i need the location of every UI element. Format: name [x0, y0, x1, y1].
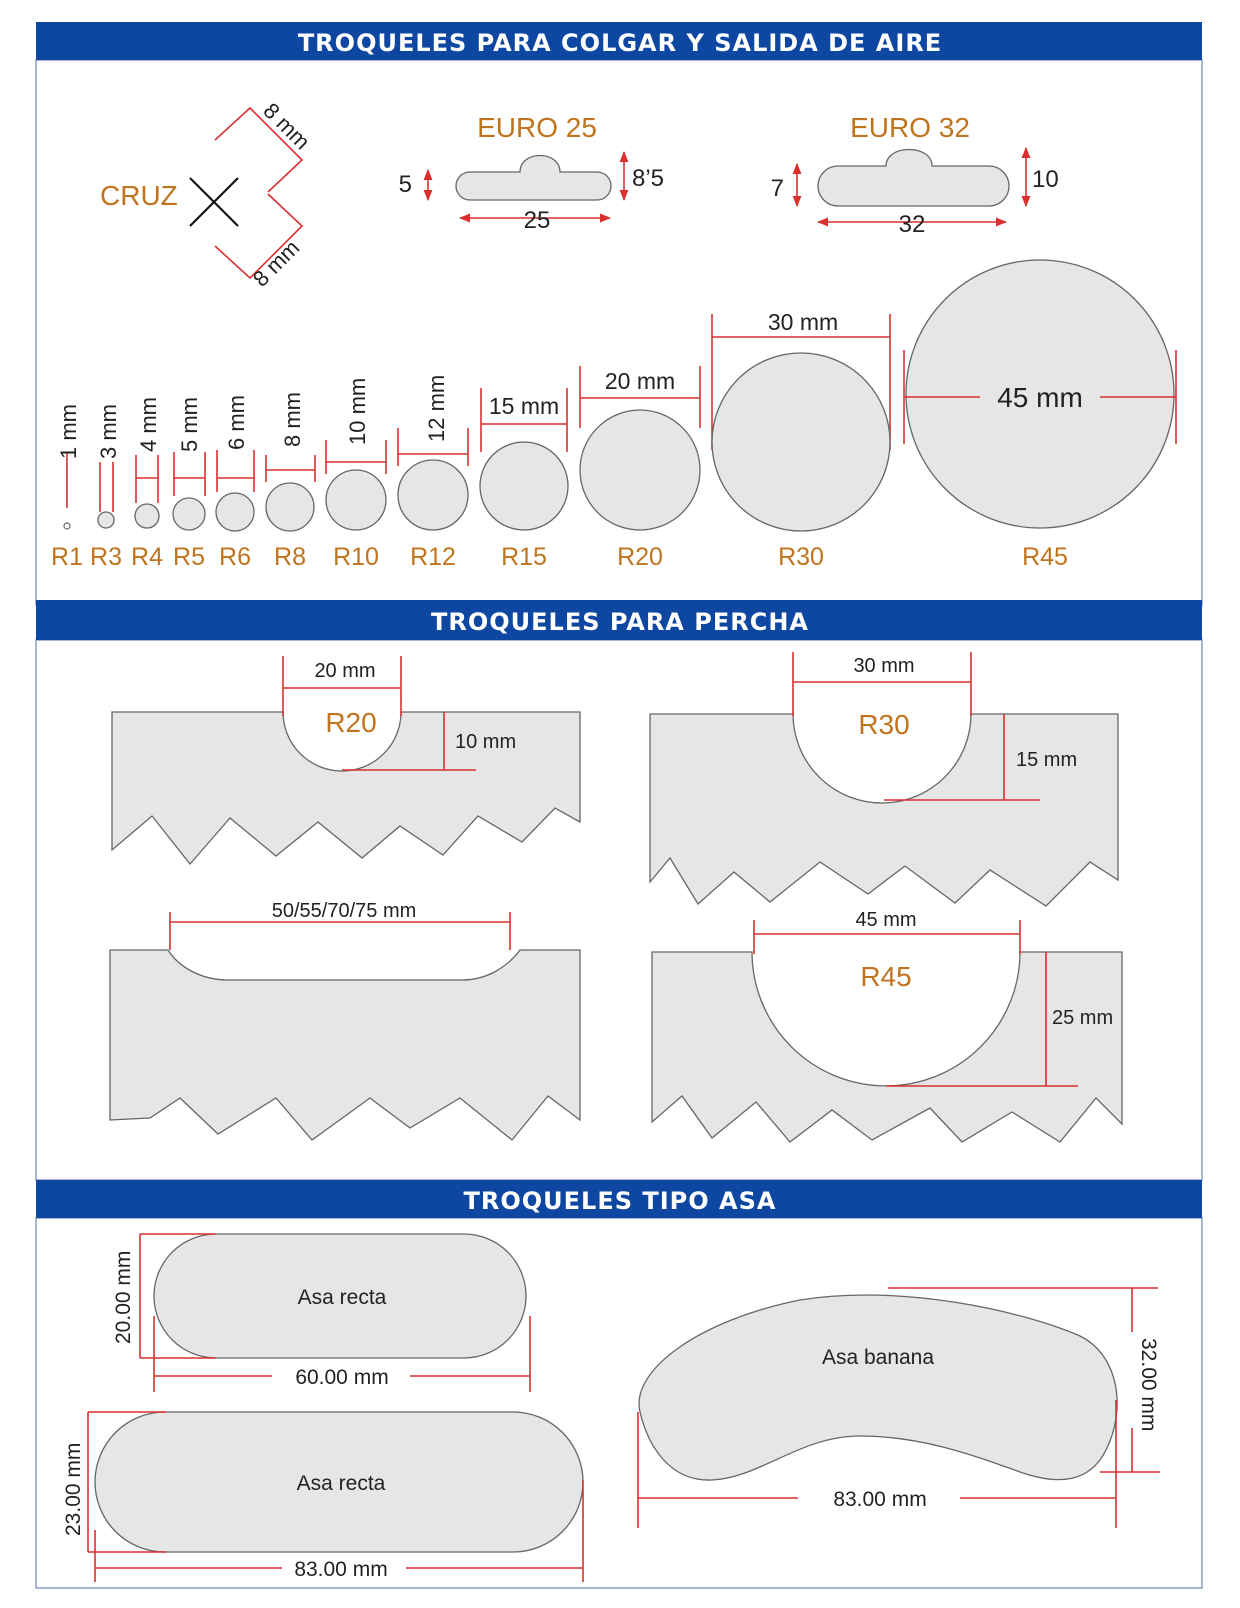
r1-dim: 1 mm	[56, 404, 81, 459]
r30-hanger-label: R30	[858, 709, 910, 740]
r45-hanger-label: R45	[860, 961, 912, 992]
r10-dim: 10 mm	[345, 377, 370, 445]
r5-dim: 5 mm	[177, 397, 202, 452]
r6-label: R6	[219, 543, 251, 571]
r20-label: R20	[617, 543, 663, 571]
euro25-dim-left: 5	[398, 171, 412, 198]
r5-label: R5	[173, 543, 205, 571]
r12-label: R12	[410, 543, 456, 571]
euro32-dim-width: 32	[898, 211, 926, 238]
r5-circle	[173, 498, 205, 530]
cruz-dim-bottom: 8 mm	[247, 234, 305, 292]
section-handle-dies	[36, 1180, 1202, 1588]
euro25-dim-right: 8’5	[632, 165, 665, 192]
r1-label: R1	[51, 543, 83, 571]
r30-hanger-width: 30 mm	[853, 655, 915, 677]
r45-label: R45	[1022, 543, 1068, 571]
section2-title: TROQUELES PARA PERCHA	[431, 608, 809, 636]
r8-dim: 8 mm	[280, 392, 305, 447]
banana-label: Asa banana	[821, 1346, 935, 1369]
section-hanger-dies	[36, 600, 1202, 1180]
r15-dim: 15 mm	[488, 393, 560, 419]
asa1-label: Asa recta	[297, 1286, 387, 1309]
r15-label: R15	[501, 543, 547, 571]
r3-circle	[98, 512, 114, 528]
r20-hanger-width: 20 mm	[314, 660, 376, 682]
r20-circle	[580, 410, 700, 530]
r30-circle	[712, 353, 890, 531]
r30-hanger-depth: 15 mm	[1016, 749, 1078, 771]
r12-circle	[398, 460, 468, 530]
r12-dim: 12 mm	[424, 374, 449, 442]
section1-title: TROQUELES PARA COLGAR Y SALIDA DE AIRE	[297, 29, 943, 57]
r8-label: R8	[274, 543, 306, 571]
asa2-width: 83.00 mm	[294, 1558, 388, 1581]
r8-circle	[266, 483, 314, 531]
euro25-dim-width: 25	[523, 207, 551, 234]
r30-dim: 30 mm	[767, 309, 839, 335]
r6-dim: 6 mm	[224, 395, 249, 450]
cruz-label: CRUZ	[100, 180, 178, 211]
r20-hanger-depth: 10 mm	[455, 731, 517, 753]
r10-label: R10	[333, 543, 379, 571]
asa2-label: Asa recta	[296, 1472, 386, 1495]
r10-circle	[326, 470, 386, 530]
r20-hanger-label: R20	[325, 707, 377, 738]
banana-width: 83.00 mm	[833, 1488, 927, 1511]
r20-dim: 20 mm	[604, 368, 676, 394]
r45-hanger-depth: 25 mm	[1052, 1007, 1114, 1029]
r4-dim: 4 mm	[136, 397, 161, 452]
banana-height: 32.00 mm	[1137, 1338, 1160, 1432]
r4-circle	[135, 504, 159, 528]
euro32-label: EURO 32	[850, 112, 970, 143]
section3-title: TROQUELES TIPO ASA	[463, 1187, 777, 1215]
r45-dim: 45 mm	[997, 382, 1083, 413]
r6-circle	[216, 493, 254, 531]
euro32-dim-right: 10	[1032, 166, 1059, 193]
euro25-label: EURO 25	[477, 112, 597, 143]
r15-circle	[480, 442, 568, 530]
r3-label: R3	[90, 543, 122, 571]
flat-hanger-width: 50/55/70/75 mm	[271, 900, 417, 922]
euro32-dim-left: 7	[770, 175, 784, 202]
cruz-dim-top: 8 mm	[258, 97, 316, 155]
r45-hanger-width: 45 mm	[855, 909, 917, 931]
r30-label: R30	[778, 543, 824, 571]
section-hanging-and-air-outlet	[36, 22, 1202, 605]
asa1-height: 20.00 mm	[112, 1250, 135, 1344]
r4-label: R4	[131, 543, 163, 571]
asa1-width: 60.00 mm	[295, 1366, 389, 1389]
r3-dim: 3 mm	[96, 404, 121, 459]
asa2-height: 23.00 mm	[62, 1442, 85, 1536]
